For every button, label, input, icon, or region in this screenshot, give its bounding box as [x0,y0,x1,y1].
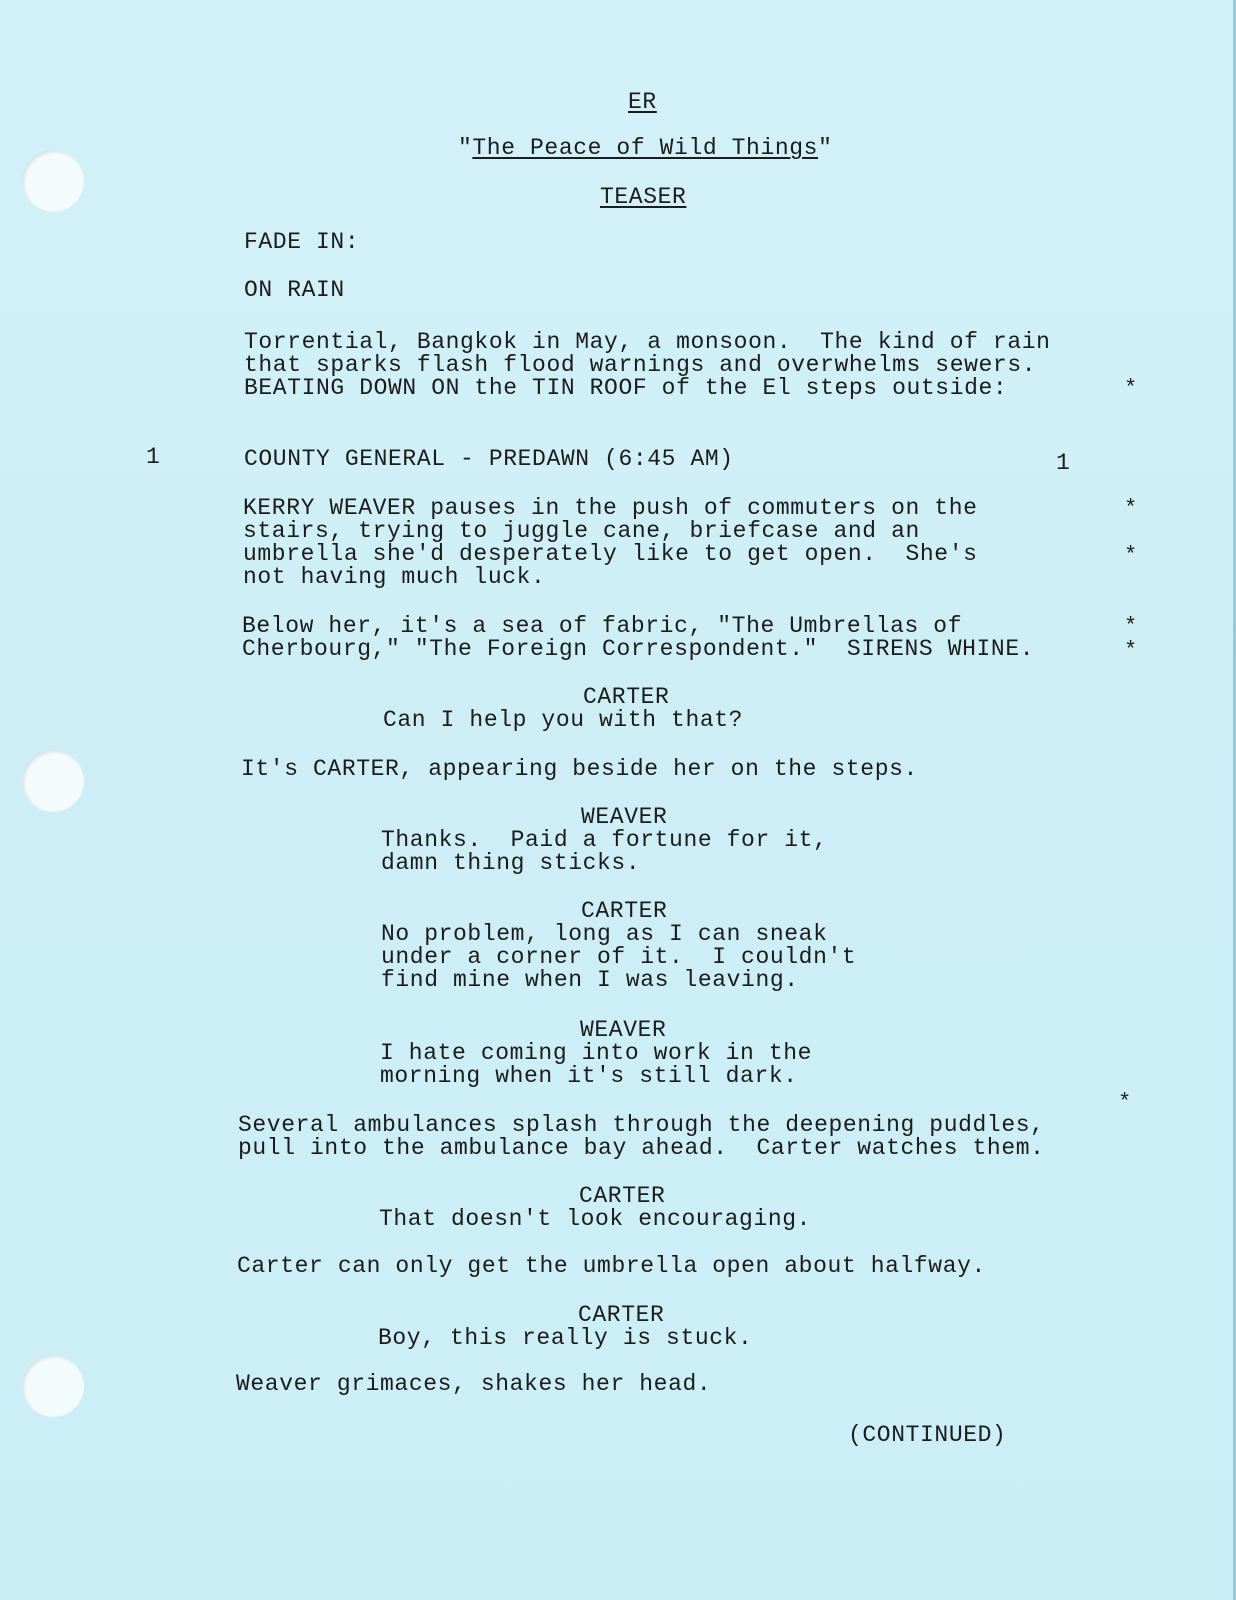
transition-fade-in: FADE IN: [244,229,360,255]
character-name: WEAVER [580,1017,667,1043]
act-label: TEASER [600,184,687,210]
show-title: ER [628,89,657,115]
dialogue-line: No problem, long as I can sneak [381,921,828,947]
action-line: umbrella she'd desperately like to get open. She's [243,541,978,567]
action-line: Below her, it's a sea of fabric, "The Umbrellas of [242,613,963,639]
scene-number-right: 1 [1056,450,1070,476]
character-name: WEAVER [581,804,668,830]
punch-hole [22,150,84,212]
character-name: CARTER [581,898,668,924]
character-name: CARTER [578,1302,665,1328]
revision-mark: * [1124,376,1138,401]
dialogue-line: morning when it's still dark. [380,1063,798,1089]
character-name: CARTER [579,1183,666,1209]
character-name: CARTER [583,684,670,710]
revision-mark: * [1124,614,1138,639]
action-line: not having much luck. [243,564,546,590]
dialogue-line: That doesn't look encouraging. [379,1206,812,1232]
slug-on-rain: ON RAIN [244,277,345,303]
action-line: that sparks flash flood warnings and overwhelms sewers. [244,352,1037,378]
action-line: KERRY WEAVER pauses in the push of commuters on the [243,495,978,521]
episode-title: "The Peace of Wild Things" [458,135,833,161]
action-line: BEATING DOWN ON the TIN ROOF of the El steps outside: [244,375,1008,401]
revision-mark: * [1124,543,1138,568]
action-line: Several ambulances splash through the deepening puddles, [238,1112,1045,1138]
revision-mark: * [1124,638,1138,663]
scene-number-left: 1 [146,444,160,470]
scene-heading: COUNTY GENERAL - PREDAWN (6:45 AM) [244,446,734,472]
action-line: Cherbourg," "The Foreign Correspondent." SIRENS WHINE. [242,636,1035,662]
action-line: Carter can only get the umbrella open about halfway. [237,1253,986,1279]
dialogue-line: find mine when I was leaving. [381,967,799,993]
dialogue-line: Thanks. Paid a fortune for it, [381,827,828,853]
action-line: It's CARTER, appearing beside her on the steps. [241,756,918,782]
continued-marker: (CONTINUED) [848,1422,1007,1448]
dialogue-line: Boy, this really is stuck. [378,1325,753,1351]
revision-mark: * [1124,496,1138,521]
revision-mark: * [1118,1090,1132,1115]
dialogue-line: damn thing sticks. [381,850,641,876]
punch-hole [22,1355,84,1417]
dialogue-line: under a corner of it. I couldn't [381,944,857,970]
dialogue-line: Can I help you with that? [383,707,744,733]
action-line: Torrential, Bangkok in May, a monsoon. The kind of rain [244,329,1051,355]
action-line: Weaver grimaces, shakes her head. [236,1371,712,1397]
action-line: pull into the ambulance bay ahead. Carter watches them. [238,1135,1045,1161]
action-line: stairs, trying to juggle cane, briefcase and an [243,518,920,544]
dialogue-line: I hate coming into work in the [380,1040,813,1066]
punch-hole [22,750,84,812]
